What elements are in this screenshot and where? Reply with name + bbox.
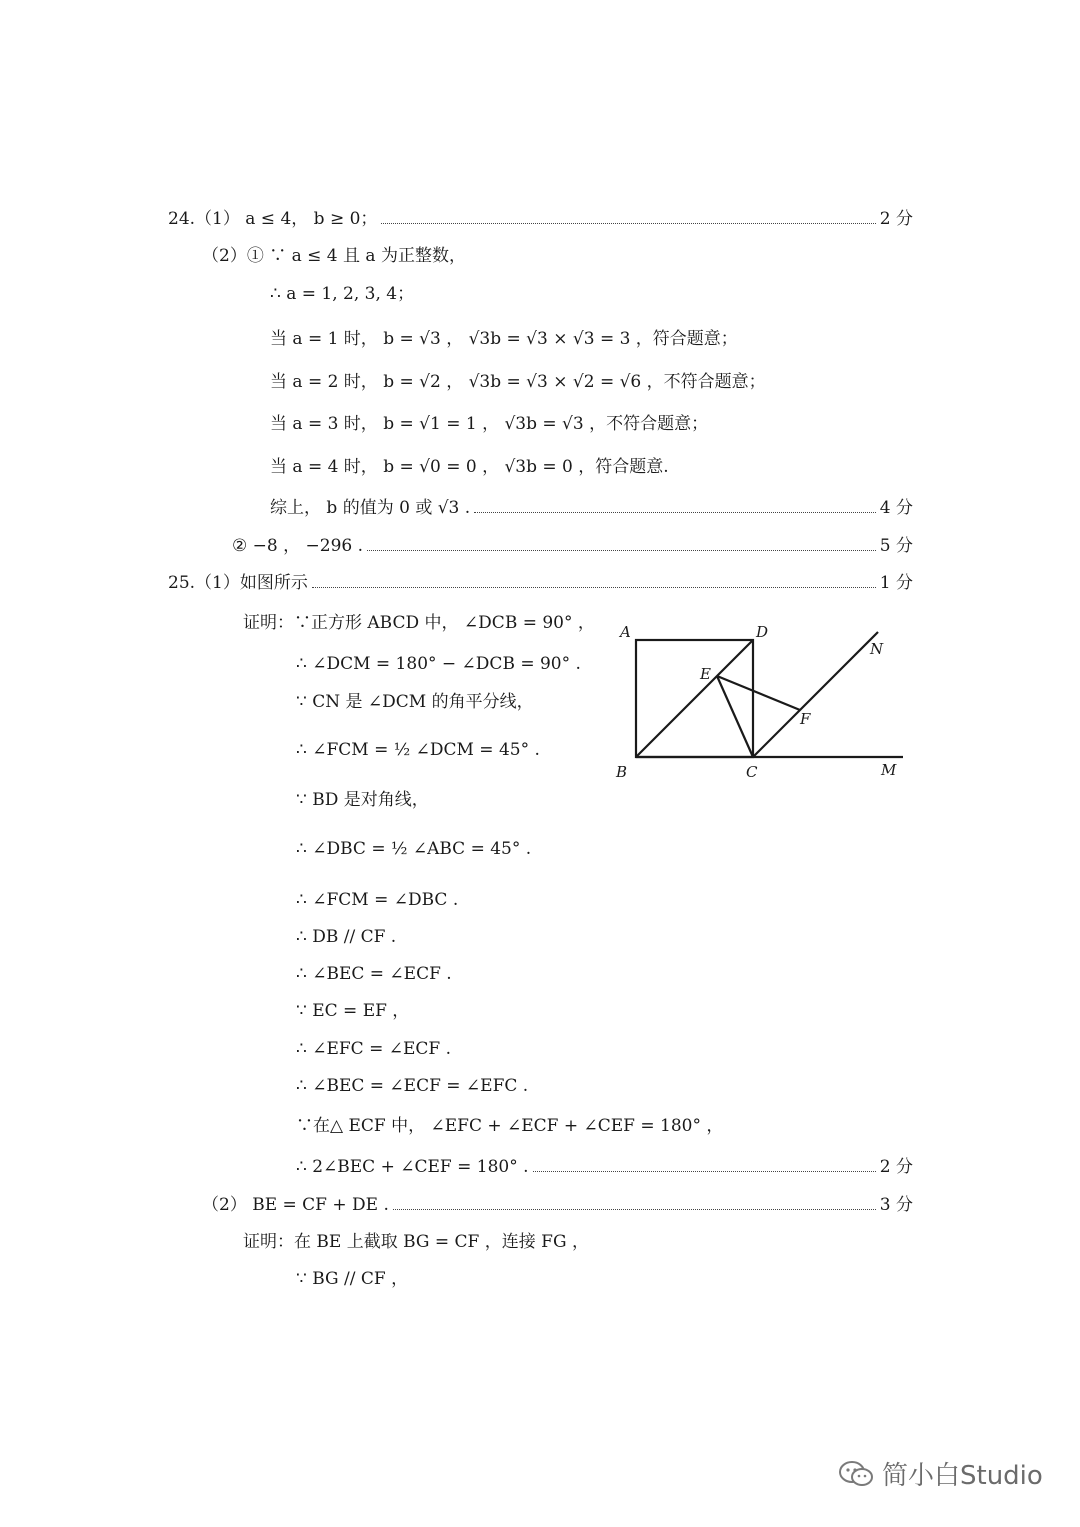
watermark xyxy=(838,1455,1043,1492)
q25-proof1-end xyxy=(296,1156,913,1178)
proof-line: ∴ ∠BEC = ∠ECF . xyxy=(296,964,452,984)
score-label: 2 分 xyxy=(879,209,913,229)
q25-part1-text: 25.（1）如图所示 xyxy=(168,573,308,593)
q25-part1 xyxy=(168,572,913,594)
proof-line: ∵ CN 是 ∠DCM 的角平分线， xyxy=(296,692,534,712)
label-f: F xyxy=(800,710,811,728)
q24-part2-2-text: ② −8 ， −296 . xyxy=(232,536,364,556)
geometry-figure xyxy=(600,615,920,795)
q24-case-4: 当 a = 4 时， b = √0 = 0 ， √3b = 0 ，符合题意. xyxy=(270,457,669,477)
q24-part1-text: 24.（1） a ≤ 4， b ≥ 0； xyxy=(168,209,378,229)
diagonal-bd xyxy=(636,640,753,757)
score-label: 5 分 xyxy=(879,536,913,556)
q24-a-values: ∴ a = 1, 2, 3, 4； xyxy=(270,284,415,304)
score-label: 2 分 xyxy=(879,1157,913,1177)
proof-line: ∵ BG // CF ， xyxy=(296,1269,409,1289)
q24-part2-2 xyxy=(232,535,913,557)
label-a: A xyxy=(620,623,631,641)
watermark-text: 简小白Studio xyxy=(882,1461,1043,1491)
q24-summary-text: 综上， b 的值为 0 或 √3 . xyxy=(270,498,471,518)
q24-case-1: 当 a = 1 时， b = √3 ， √3b = √3 × √3 = 3 ，符合题意； xyxy=(270,329,738,349)
score-label: 1 分 xyxy=(879,573,913,593)
proof-line: ∴ ∠DBC = ½ ∠ABC = 45° . xyxy=(296,839,532,859)
proof-line: ∵在△ ECF 中， ∠EFC + ∠ECF + ∠CEF = 180° ， xyxy=(296,1116,724,1136)
leader-dots xyxy=(533,1157,876,1172)
q24-part1 xyxy=(168,208,913,230)
label-d: D xyxy=(756,623,769,641)
leader-dots xyxy=(474,498,876,513)
label-c: C xyxy=(746,763,758,781)
score-label: 3 分 xyxy=(879,1195,913,1215)
chat-bubble-icon xyxy=(838,1459,874,1489)
score-label: 4 分 xyxy=(879,498,913,518)
q25-part2 xyxy=(202,1194,913,1216)
q24-case-2: 当 a = 2 时， b = √2 ， √3b = √3 × √2 = √6 ，不符合题意； xyxy=(270,372,766,392)
label-m: M xyxy=(881,761,897,779)
q24-case-3: 当 a = 3 时， b = √1 = 1 ， √3b = √3 ，不符合题意； xyxy=(270,414,709,434)
q24-summary xyxy=(270,497,913,519)
proof-line: ∵ EC = EF ， xyxy=(296,1001,410,1021)
leader-dots xyxy=(367,536,876,551)
proof-line: 证明：∵正方形 ABCD 中， ∠DCB = 90° ， xyxy=(243,613,595,633)
proof-line: 证明：在 BE 上截取 BG = CF ，连接 FG ， xyxy=(243,1232,589,1252)
proof-line: ∴ DB // CF . xyxy=(296,927,397,947)
proof-line: ∴ ∠FCM = ½ ∠DCM = 45° . xyxy=(296,740,540,760)
proof-line: ∴ ∠EFC = ∠ECF . xyxy=(296,1039,451,1059)
proof-line: ∴ ∠FCM = ∠DBC . xyxy=(296,890,459,910)
leader-dots xyxy=(393,1195,876,1210)
label-b: B xyxy=(616,763,628,781)
leader-dots xyxy=(312,573,876,588)
q25-part2-text: （2） BE = CF + DE . xyxy=(202,1195,389,1215)
q24-part2-head: （2）① ∵ a ≤ 4 且 a 为正整数， xyxy=(202,246,466,266)
ray-cn xyxy=(753,632,878,757)
proof-line: ∴ ∠BEC = ∠ECF = ∠EFC . xyxy=(296,1076,529,1096)
proof-line: ∴ ∠DCM = 180° − ∠DCB = 90° . xyxy=(296,654,581,674)
label-e: E xyxy=(700,665,711,683)
proof-line: ∴ 2∠BEC + ∠CEF = 180° . xyxy=(296,1157,529,1177)
proof-line: ∵ BD 是对角线， xyxy=(296,790,429,810)
leader-dots xyxy=(381,209,875,224)
label-n: N xyxy=(870,640,884,658)
